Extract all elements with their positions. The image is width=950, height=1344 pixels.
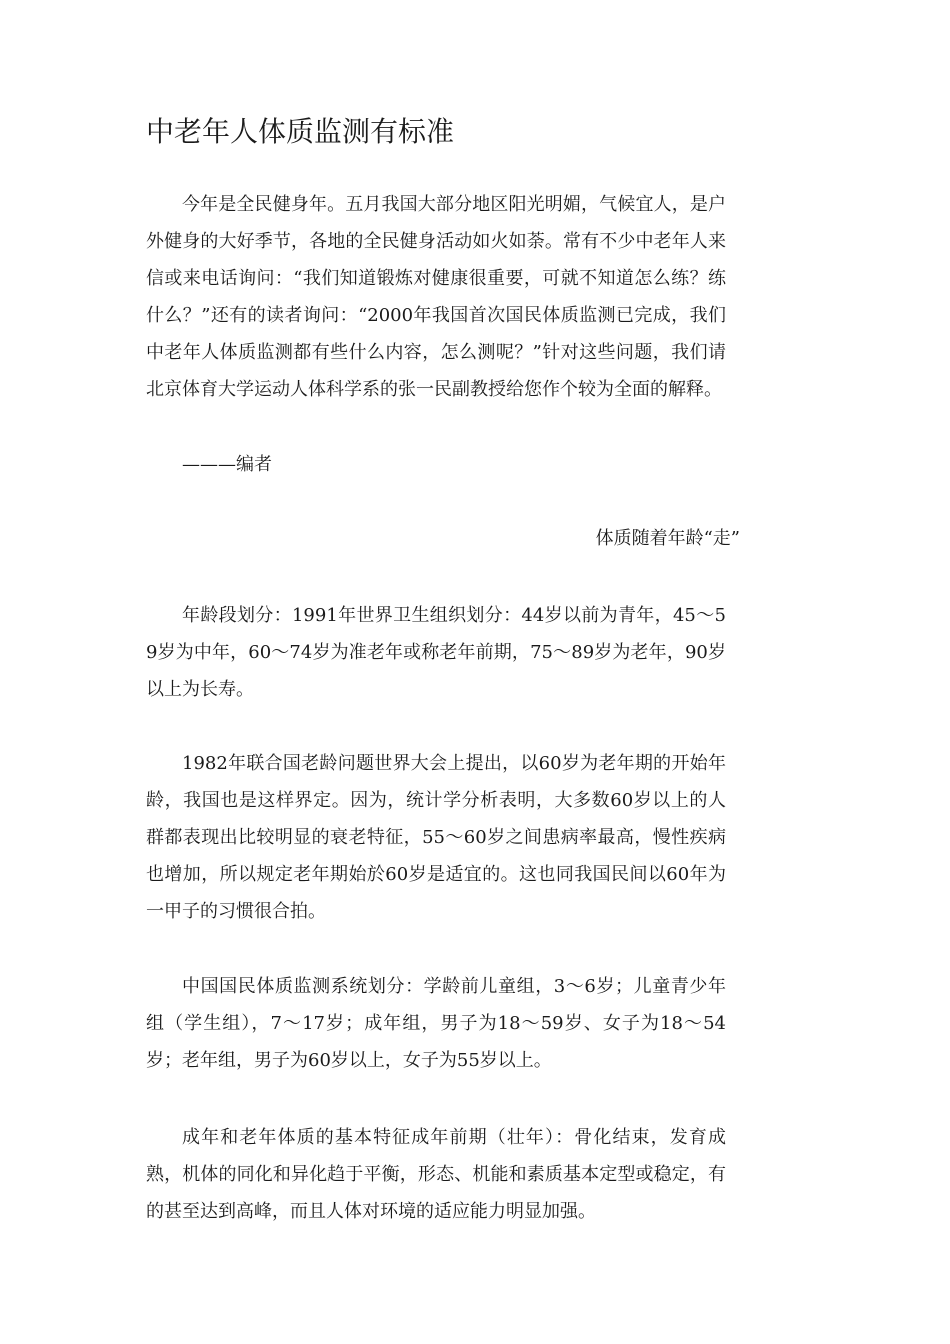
paragraph-monitoring-groups: 中国国民体质监测系统划分：学龄前儿童组，3～6岁；儿童青少年组（学生组），7～17岁；成年组，男子为18～59岁、女子为18～54岁；老年组，男子为60岁以上，女子为55岁以上。	[146, 976, 726, 1071]
paragraph-adult-features: 成年和老年体质的基本特征成年前期（壮年）：骨化结束，发育成熟，机体的同化和异化趋于平衡，形态、机能和素质基本定型或稳定，有的甚至达到高峰，而且人体对环境的适应能力明显加强。	[146, 1127, 726, 1222]
intro-paragraph: 今年是全民健身年。五月我国大部分地区阳光明媚，气候宜人，是户外健身的大好季节，各地的全民健身活动如火如荼。常有不少中老年人来信或来电话询问：“我们知道锻炼对健康很重要，可就不知道怎么练？练什么？”还有的读者询问：“2000年我国首次国民体质监测已完成，我们中老年人体质监测都有些什么内容，怎么测呢？”针对这些问题，我们请北京体育大学运动人体科学系的张一民副教授给您作个较为全面的解释。	[146, 194, 726, 400]
section-heading: 体质随着年龄“走”	[595, 528, 740, 549]
paragraph-age-division: 年龄段划分：1991年世界卫生组织划分：44岁以前为青年，45～59岁为中年，60～74岁为准老年或称老年前期，75～89岁为老年，90岁以上为长寿。	[146, 605, 726, 700]
document-title: 中老年人体质监测有标准	[146, 115, 455, 148]
editor-note: ———编者	[182, 454, 272, 475]
paragraph-un-1982: 1982年联合国老龄问题世界大会上提出，以60岁为老年期的开始年龄，我国也是这样界定。因为，统计学分析表明，大多数60岁以上的人群都表现出比较明显的衰老特征，55～60岁之间患病率最高，慢性疾病也增加，所以规定老年期始於60岁是适宜的。这也同我国民间以60年为一甲子的习惯很合拍。	[146, 753, 726, 922]
